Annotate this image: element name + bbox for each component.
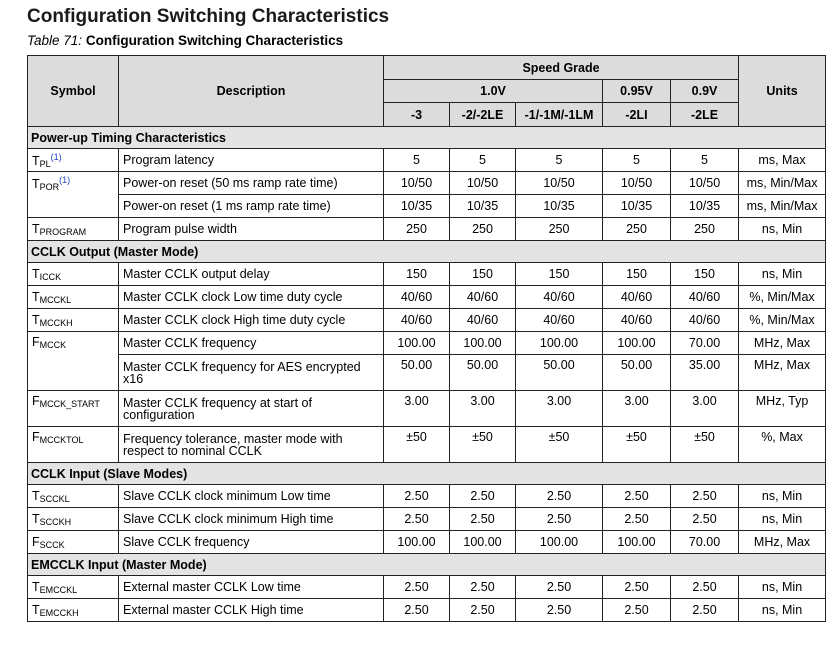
value-cell: 10/50: [384, 172, 450, 195]
symbol-cell: $T_{SCCKH}$: [28, 508, 119, 531]
table-row: [28, 263, 826, 286]
units-cell: MHz, Typ: [739, 391, 826, 427]
value-cell: 40/60: [671, 286, 739, 309]
units-cell: ms, Max: [739, 149, 826, 172]
value-cell: 250: [384, 218, 450, 241]
value-cell: 70.00: [671, 531, 739, 554]
table-row: [28, 309, 826, 332]
value-cell: 5: [384, 149, 450, 172]
section-row: [28, 241, 826, 263]
value-cell: 100.00: [516, 531, 603, 554]
header-grade-2li: -2LI: [603, 103, 671, 127]
table-row: [28, 286, 826, 309]
value-cell: 100.00: [603, 332, 671, 355]
value-cell: 100.00: [384, 332, 450, 355]
value-cell: 10/35: [603, 195, 671, 218]
description-cell: Program pulse width: [119, 218, 384, 241]
header-symbol: Symbol: [28, 56, 119, 127]
units-cell: ns, Min: [739, 485, 826, 508]
value-cell: 5: [671, 149, 739, 172]
value-cell: ±50: [603, 427, 671, 463]
value-cell: ±50: [671, 427, 739, 463]
footnote-link[interactable]: (1): [59, 175, 71, 185]
value-cell: 2.50: [516, 599, 603, 622]
value-cell: 3.00: [384, 391, 450, 427]
table-row: [28, 355, 826, 391]
header-grade-1-1m-1lm: -1/-1M/-1LM: [516, 103, 603, 127]
value-cell: 2.50: [671, 599, 739, 622]
table-row: [28, 195, 826, 218]
value-cell: 40/60: [603, 309, 671, 332]
value-cell: 150: [603, 263, 671, 286]
value-cell: 100.00: [450, 531, 516, 554]
table-row: [28, 332, 826, 355]
table-caption-label: Table 71:: [27, 33, 83, 48]
value-cell: 2.50: [671, 576, 739, 599]
value-cell: ±50: [384, 427, 450, 463]
value-cell: 150: [450, 263, 516, 286]
value-cell: 40/60: [384, 309, 450, 332]
value-cell: 40/60: [450, 309, 516, 332]
value-cell: 100.00: [603, 531, 671, 554]
units-cell: ns, Min: [739, 263, 826, 286]
header-grade-2-2le: -2/-2LE: [450, 103, 516, 127]
value-cell: 2.50: [450, 508, 516, 531]
table-row: [28, 218, 826, 241]
symbol-cell: $T_{SCCKL}$: [28, 485, 119, 508]
header-description: Description: [119, 56, 384, 127]
symbol-cell: $F_{MCCK}$: [28, 332, 119, 391]
value-cell: 2.50: [671, 485, 739, 508]
value-cell: 40/60: [450, 286, 516, 309]
units-cell: MHz, Max: [739, 531, 826, 554]
description-cell: Master CCLK clock Low time duty cycle: [119, 286, 384, 309]
symbol-cell: $T_{EMCCKH}$: [28, 599, 119, 622]
symbol-cell: $F_{MCCK\_START}$: [28, 391, 119, 427]
footnote-link[interactable]: (1): [50, 151, 62, 162]
value-cell: 2.50: [516, 576, 603, 599]
value-cell: 100.00: [450, 332, 516, 355]
value-cell: 3.00: [450, 391, 516, 427]
header-grade-3: -3: [384, 103, 450, 127]
description-cell: Program latency: [119, 149, 384, 172]
value-cell: 2.50: [384, 576, 450, 599]
description-cell: Slave CCLK clock minimum Low time: [119, 485, 384, 508]
value-cell: 50.00: [603, 355, 671, 391]
table-caption: [27, 33, 343, 48]
value-cell: 35.00: [671, 355, 739, 391]
symbol-cell: $T_{PROGRAM}$: [28, 218, 119, 241]
value-cell: 250: [516, 218, 603, 241]
symbol-cell: $T_{MCCKL}$: [28, 286, 119, 309]
section-row: [28, 463, 826, 485]
value-cell: 40/60: [671, 309, 739, 332]
table-body: [28, 127, 826, 622]
value-cell: 2.50: [450, 576, 516, 599]
value-cell: 2.50: [450, 485, 516, 508]
value-cell: 5: [516, 149, 603, 172]
value-cell: 40/60: [384, 286, 450, 309]
value-cell: 40/60: [516, 286, 603, 309]
units-cell: ms, Min/Max: [739, 172, 826, 195]
description-cell: Master CCLK frequency for AES encrypted x16: [119, 355, 384, 391]
symbol-cell: $F_{SCCK}$: [28, 531, 119, 554]
header-speed-grade: Speed Grade: [384, 56, 739, 80]
value-cell: 2.50: [603, 485, 671, 508]
symbol-cell: $T_{PL}^{(1)}$: [28, 149, 119, 172]
switching-characteristics-table: [27, 55, 826, 622]
units-cell: MHz, Max: [739, 355, 826, 391]
value-cell: 2.50: [603, 508, 671, 531]
value-cell: 70.00: [671, 332, 739, 355]
description-cell: Master CCLK clock High time duty cycle: [119, 309, 384, 332]
units-cell: ms, Min/Max: [739, 195, 826, 218]
value-cell: 5: [603, 149, 671, 172]
value-cell: 150: [671, 263, 739, 286]
table-row: [28, 531, 826, 554]
value-cell: 10/50: [516, 172, 603, 195]
table-row: [28, 427, 826, 463]
value-cell: 10/35: [384, 195, 450, 218]
value-cell: 10/35: [450, 195, 516, 218]
value-cell: 3.00: [516, 391, 603, 427]
value-cell: 50.00: [450, 355, 516, 391]
header-voltage-0v9: 0.9V: [671, 80, 739, 103]
units-cell: ns, Min: [739, 508, 826, 531]
description-cell: Slave CCLK clock minimum High time: [119, 508, 384, 531]
value-cell: 3.00: [671, 391, 739, 427]
units-cell: %, Min/Max: [739, 309, 826, 332]
value-cell: 2.50: [671, 508, 739, 531]
table-row: [28, 172, 826, 195]
section-row: [28, 554, 826, 576]
units-cell: ns, Min: [739, 218, 826, 241]
value-cell: 100.00: [516, 332, 603, 355]
value-cell: 2.50: [516, 508, 603, 531]
value-cell: ±50: [450, 427, 516, 463]
table-row: [28, 508, 826, 531]
value-cell: 2.50: [384, 599, 450, 622]
header-units: Units: [739, 56, 826, 127]
description-cell: Master CCLK frequency at start of configuration: [119, 391, 384, 427]
symbol-cell: $T_{MCCKH}$: [28, 309, 119, 332]
table-row: [28, 599, 826, 622]
symbol-cell: $F_{MCCKTOL}$: [28, 427, 119, 463]
table-row: [28, 391, 826, 427]
description-cell: Master CCLK output delay: [119, 263, 384, 286]
header-grade-2le: -2LE: [671, 103, 739, 127]
value-cell: 250: [450, 218, 516, 241]
table-row: [28, 149, 826, 172]
units-cell: ns, Min: [739, 576, 826, 599]
description-cell: Frequency tolerance, master mode with respect to nominal CCLK: [119, 427, 384, 463]
value-cell: 250: [603, 218, 671, 241]
section-title: CCLK Input (Slave Modes): [28, 463, 826, 485]
units-cell: ns, Min: [739, 599, 826, 622]
value-cell: 2.50: [516, 485, 603, 508]
value-cell: 150: [384, 263, 450, 286]
description-cell: Slave CCLK frequency: [119, 531, 384, 554]
value-cell: 150: [516, 263, 603, 286]
value-cell: 50.00: [516, 355, 603, 391]
value-cell: 10/50: [603, 172, 671, 195]
value-cell: 10/50: [450, 172, 516, 195]
value-cell: 50.00: [384, 355, 450, 391]
value-cell: 2.50: [603, 576, 671, 599]
page-title: Configuration Switching Characteristics: [27, 6, 390, 27]
section-title: EMCCLK Input (Master Mode): [28, 554, 826, 576]
description-cell: External master CCLK Low time: [119, 576, 384, 599]
value-cell: 10/35: [516, 195, 603, 218]
description-cell: External master CCLK High time: [119, 599, 384, 622]
value-cell: 40/60: [603, 286, 671, 309]
table-row: [28, 485, 826, 508]
header-voltage-1v0: 1.0V: [384, 80, 603, 103]
value-cell: 2.50: [450, 599, 516, 622]
description-cell: Power-on reset (1 ms ramp rate time): [119, 195, 384, 218]
value-cell: 10/35: [671, 195, 739, 218]
table-header: [28, 56, 826, 127]
table-row: [28, 576, 826, 599]
value-cell: 2.50: [384, 485, 450, 508]
value-cell: 5: [450, 149, 516, 172]
value-cell: 40/60: [516, 309, 603, 332]
section-row: [28, 127, 826, 149]
section-title: CCLK Output (Master Mode): [28, 241, 826, 263]
symbol-cell: $T_{EMCCKL}$: [28, 576, 119, 599]
description-cell: Power-on reset (50 ms ramp rate time): [119, 172, 384, 195]
value-cell: 100.00: [384, 531, 450, 554]
units-cell: %, Max: [739, 427, 826, 463]
value-cell: 3.00: [603, 391, 671, 427]
value-cell: 2.50: [384, 508, 450, 531]
description-cell: Master CCLK frequency: [119, 332, 384, 355]
symbol-cell: $T_{ICCK}$: [28, 263, 119, 286]
value-cell: 250: [671, 218, 739, 241]
section-title: Power-up Timing Characteristics: [28, 127, 826, 149]
value-cell: 2.50: [603, 599, 671, 622]
units-cell: %, Min/Max: [739, 286, 826, 309]
symbol-cell: $T_{POR}^{(1)}$: [28, 172, 119, 218]
units-cell: MHz, Max: [739, 332, 826, 355]
header-voltage-0v95: 0.95V: [603, 80, 671, 103]
value-cell: 10/50: [671, 172, 739, 195]
table-caption-title: Configuration Switching Characteristics: [85, 33, 344, 48]
value-cell: ±50: [516, 427, 603, 463]
